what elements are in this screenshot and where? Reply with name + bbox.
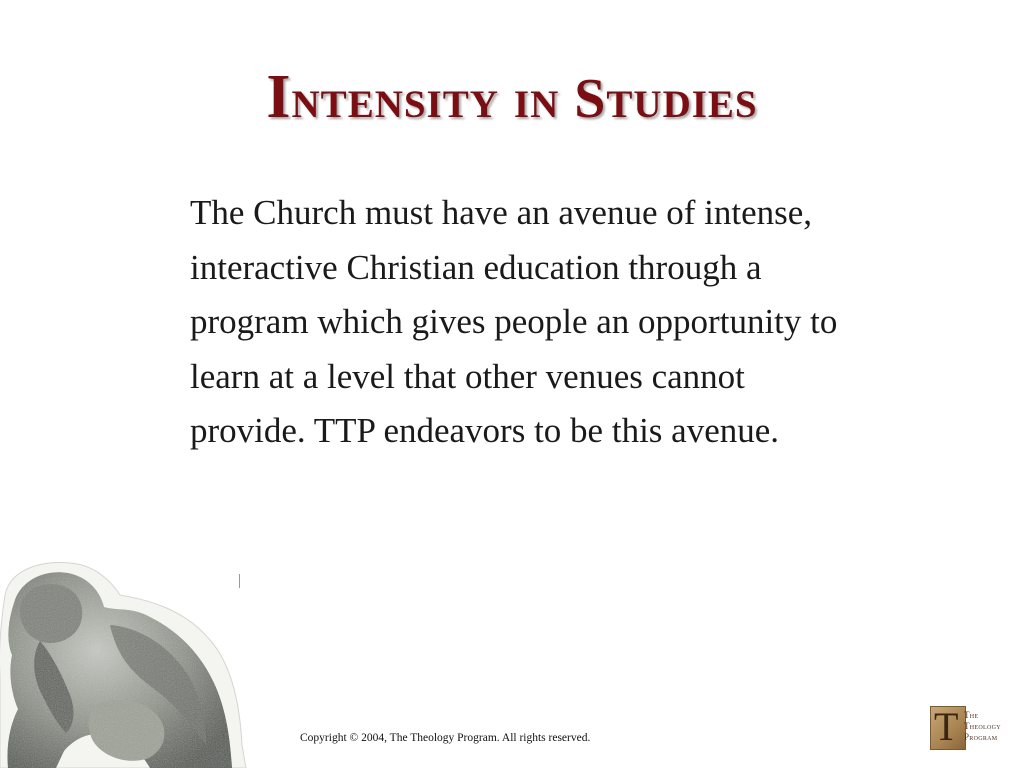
theology-program-logo — [930, 706, 1012, 750]
thinker-statue-image — [0, 555, 250, 768]
logo-word-1: The — [964, 710, 979, 720]
body-line: program which gives people an opportunity to — [190, 302, 838, 341]
slide-title — [0, 62, 1024, 134]
copyright-notice: Copyright © 2004, The Theology Program. All rights reserved. — [300, 732, 591, 744]
logo-mark-box — [930, 706, 966, 750]
body-paragraph — [190, 186, 980, 459]
title-lead-letter: I — [266, 63, 292, 131]
title-text: ntensity in Studies — [291, 68, 758, 130]
divider-tick — [239, 574, 240, 588]
body-line: The Church must have an avenue of intense, — [190, 193, 813, 232]
logo-word-2: Theology — [964, 721, 1001, 731]
body-line: interactive Christian education through a — [190, 247, 762, 287]
logo-mark-letter: T — [934, 704, 959, 749]
logo-word-3: Program — [964, 732, 998, 742]
body-line: learn at a level that other venues cannot — [190, 356, 745, 396]
body-line: provide. TTP endeavors to be this avenue. — [190, 411, 780, 450]
logo-wordmark — [964, 710, 1001, 743]
